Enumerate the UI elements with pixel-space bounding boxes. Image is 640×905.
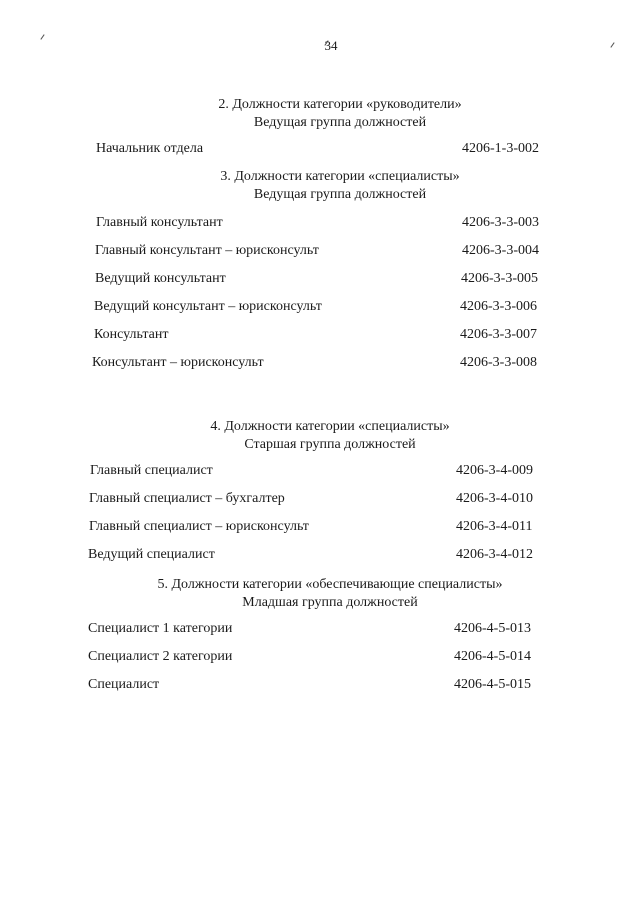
position-code: 4206-3-4-009	[456, 463, 533, 478]
section-3-heading	[170, 168, 510, 204]
position-name: Главный консультант	[96, 215, 223, 230]
position-code: 4206-4-5-013	[454, 621, 531, 636]
position-code: 4206-3-4-012	[456, 547, 533, 562]
section-subtitle: Старшая группа должностей	[244, 437, 416, 452]
section-4-heading	[160, 418, 500, 454]
section-subtitle: Ведущая группа должностей	[253, 187, 427, 202]
section-5-heading	[120, 576, 540, 612]
position-code: 4206-1-3-002	[462, 141, 539, 156]
section-2-heading	[170, 96, 510, 132]
position-name: Начальник отдела	[96, 141, 204, 156]
position-name: Ведущий специалист	[88, 547, 215, 562]
position-name: Главный консультант – юрисконсульт	[95, 243, 319, 258]
position-name: Главный специалист – бухгалтер	[89, 491, 285, 506]
section-subtitle: Ведущая группа должностей	[253, 115, 427, 130]
position-name: Главный специалист – юрисконсульт	[89, 519, 309, 534]
position-code: 4206-4-5-015	[454, 677, 531, 692]
position-name: Специалист 1 категории	[88, 621, 233, 636]
position-code: 4206-3-4-011	[456, 519, 533, 534]
section-title: 2. Должности категории «руководители»	[218, 97, 462, 112]
position-name: Специалист 2 категории	[88, 649, 233, 664]
position-code: 4206-3-3-006	[460, 299, 537, 314]
position-name: Главный специалист	[90, 463, 213, 478]
position-name: Консультант	[94, 327, 169, 342]
section-subtitle: Младшая группа должностей	[242, 595, 418, 610]
position-name: Ведущий консультант – юрисконсульт	[94, 299, 322, 314]
position-code: 4206-4-5-014	[454, 649, 531, 664]
position-code: 4206-3-3-007	[460, 327, 537, 342]
section-title: 5. Должности категории «обеспечивающие специалисты»	[157, 577, 503, 592]
position-name: Ведущий консультант	[95, 271, 226, 286]
position-code: 4206-3-3-005	[461, 271, 538, 286]
position-code: 4206-3-4-010	[456, 491, 533, 506]
section-title: 3. Должности категории «специалисты»	[220, 169, 460, 184]
position-name: Консультант – юрисконсульт	[92, 355, 264, 370]
position-code: 4206-3-3-003	[462, 215, 539, 230]
page-number: 34	[324, 38, 338, 53]
position-code: 4206-3-3-004	[462, 243, 539, 258]
section-title: 4. Должности категории «специалисты»	[210, 419, 450, 434]
position-name: Специалист	[88, 677, 160, 692]
position-code: 4206-3-3-008	[460, 355, 537, 370]
